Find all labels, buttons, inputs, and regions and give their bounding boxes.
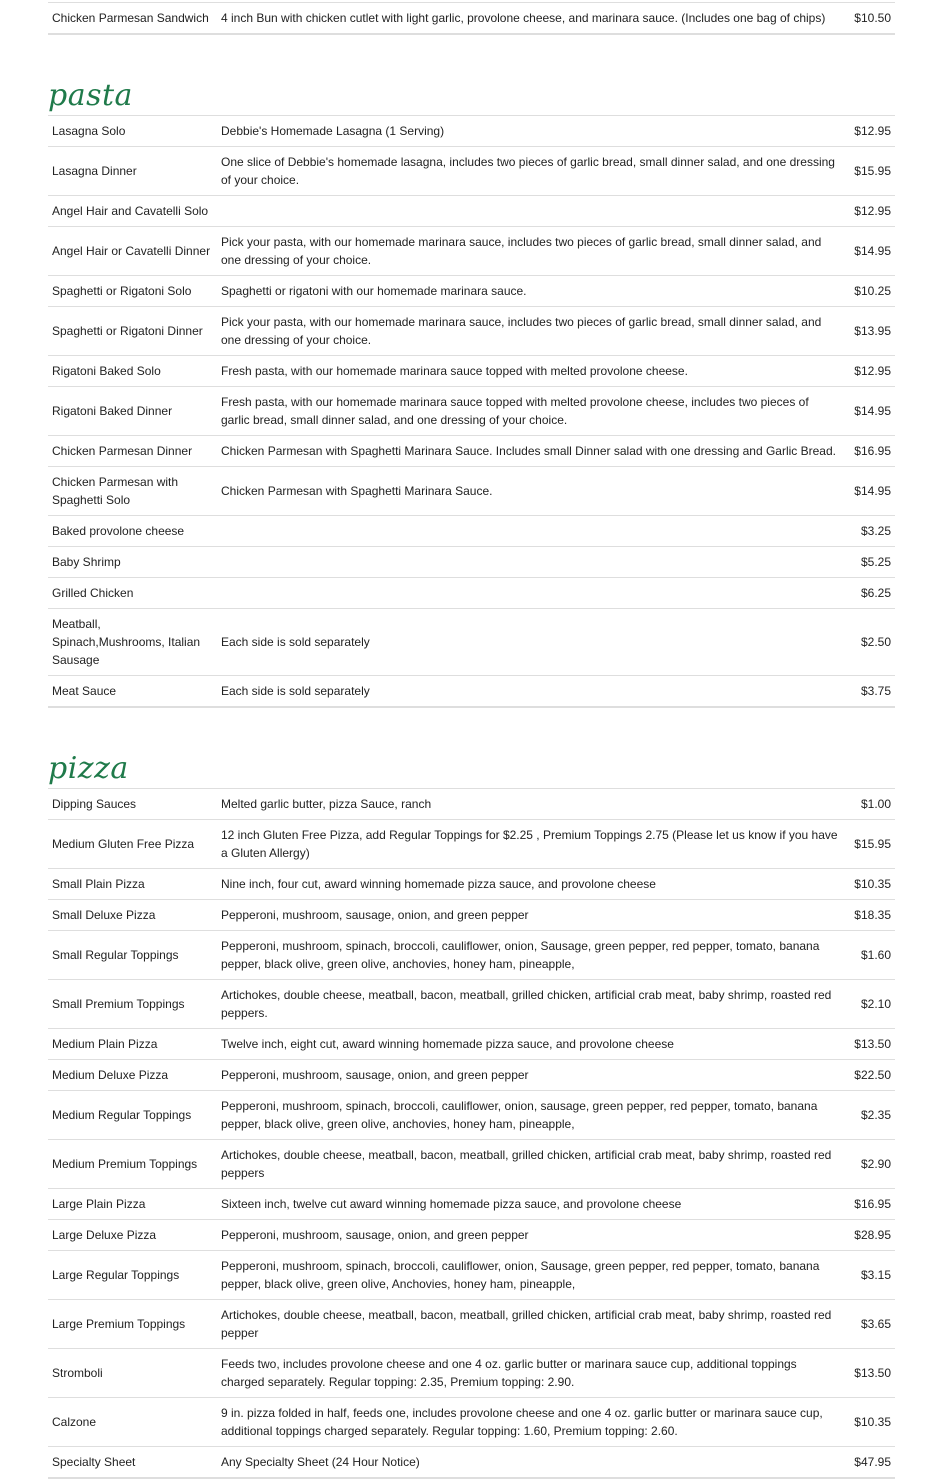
menu-table-pizza — [48, 788, 895, 1479]
menu-item-row — [48, 1189, 895, 1220]
menu-item-row — [48, 1029, 895, 1060]
item-name: Dipping Sauces — [52, 797, 137, 811]
item-name: Chicken Parmesan Sandwich — [52, 11, 209, 25]
item-price: $13.50 — [854, 1366, 891, 1380]
item-name: Small Premium Toppings — [52, 997, 185, 1011]
item-description: Feeds two, includes provolone cheese and one 4 oz. garlic butter or marinara sauce cup, additional toppings charged separately. Regular topping: 2.35, Premium topping: 2.90. — [221, 1357, 797, 1389]
item-description: Debbie's Homemade Lasagna (1 Serving) — [221, 124, 445, 138]
menu-item-row — [48, 869, 895, 900]
item-name: Small Regular Toppings — [52, 948, 179, 962]
item-price: $10.35 — [854, 877, 891, 891]
item-description: Pepperoni, mushroom, sausage, onion, and green pepper — [221, 1228, 529, 1242]
item-price: $12.95 — [854, 364, 891, 378]
item-name: Meatball, Spinach,Mushrooms, Italian Sausage — [52, 617, 201, 667]
menu-item-row — [48, 276, 895, 307]
menu-table-pasta — [48, 115, 895, 708]
item-description: Pepperoni, mushroom, spinach, broccoli, cauliflower, onion, sausage, green pepper, red pepper, tomato, banana pepper, black olive, green olive, anchovies, honey ham, pineapple, — [221, 1099, 818, 1131]
menu-item-row — [48, 1060, 895, 1091]
item-name: Chicken Parmesan with Spaghetti Solo — [52, 475, 179, 507]
item-name: Medium Premium Toppings — [52, 1157, 198, 1171]
menu-item-row — [48, 578, 895, 609]
item-description: Twelve inch, eight cut, award winning homemade pizza sauce, and provolone cheese — [221, 1037, 674, 1051]
item-description: Fresh pasta, with our homemade marinara sauce topped with melted provolone cheese. — [221, 364, 688, 378]
pizza-rows — [48, 789, 895, 1479]
item-description: Pepperoni, mushroom, spinach, broccoli, cauliflower, onion, Sausage, green pepper, red pepper, tomato, banana pepper, black olive, green olive, Anchovies, honey ham, pineapple, — [221, 1259, 820, 1291]
menu-item-row — [48, 789, 895, 820]
item-name: Large Plain Pizza — [52, 1197, 146, 1211]
item-price: $2.50 — [860, 635, 891, 649]
item-price: $3.75 — [860, 684, 891, 698]
menu-item-row — [48, 980, 895, 1029]
item-price: $22.50 — [854, 1068, 891, 1082]
item-name: Large Deluxe Pizza — [52, 1228, 157, 1242]
menu-item-row — [48, 1220, 895, 1251]
item-description: Chicken Parmesan with Spaghetti Marinara Sauce. — [221, 484, 493, 498]
menu-item-row — [48, 227, 895, 276]
menu-item-row — [48, 609, 895, 676]
item-description: Chicken Parmesan with Spaghetti Marinara Sauce. Includes small Dinner salad with one dressing and Garlic Bread. — [221, 444, 836, 458]
item-price: $3.25 — [860, 524, 891, 538]
item-description: Pepperoni, mushroom, sausage, onion, and green pepper — [221, 1068, 529, 1082]
item-price: $2.35 — [860, 1108, 891, 1122]
item-price: $10.50 — [854, 11, 891, 25]
item-description: Artichokes, double cheese, meatball, bacon, meatball, grilled chicken, artificial crab meat, baby shrimp, roasted red peppers — [221, 1148, 832, 1180]
menu-item-row — [48, 1140, 895, 1189]
item-price: $15.95 — [854, 837, 891, 851]
item-price: $13.50 — [854, 1037, 891, 1051]
item-description: Melted garlic butter, pizza Sauce, ranch — [221, 797, 432, 811]
menu-item-row — [48, 547, 895, 578]
item-name: Rigatoni Baked Dinner — [52, 404, 173, 418]
item-description: Pick your pasta, with our homemade marinara sauce, includes two pieces of garlic bread, small dinner salad, and one dressing of your choice. — [221, 315, 822, 347]
menu-item-row — [48, 196, 895, 227]
menu-item-row — [48, 467, 895, 516]
item-name: Large Regular Toppings — [52, 1268, 180, 1282]
item-name: Lasagna Solo — [52, 124, 126, 138]
item-description: Nine inch, four cut, award winning homemade pizza sauce, and provolone cheese — [221, 877, 656, 891]
menu-item-row — [48, 3, 895, 35]
menu-item-row — [48, 387, 895, 436]
item-name: Medium Plain Pizza — [52, 1037, 158, 1051]
item-description — [217, 516, 843, 547]
item-price: $12.95 — [854, 204, 891, 218]
item-description: Each side is sold separately — [221, 684, 370, 698]
item-price: $1.60 — [860, 948, 891, 962]
item-price: $12.95 — [854, 124, 891, 138]
item-price: $10.35 — [854, 1415, 891, 1429]
item-price: $1.00 — [860, 797, 891, 811]
item-description: Artichokes, double cheese, meatball, bacon, meatball, grilled chicken, artificial crab meat, baby shrimp, roasted red pepper — [221, 1308, 832, 1340]
item-description: Fresh pasta, with our homemade marinara sauce topped with melted provolone cheese, includes two pieces of garlic bread, small dinner salad, and one dressing of your choice. — [221, 395, 809, 427]
item-price: $14.95 — [854, 404, 891, 418]
item-name: Small Deluxe Pizza — [52, 908, 156, 922]
item-description: 12 inch Gluten Free Pizza, add Regular Toppings for $2.25 , Premium Toppings 2.75 (Please let us know if you have a Gluten Allergy) — [221, 828, 838, 860]
item-price: $28.95 — [854, 1228, 891, 1242]
section-heading-pasta — [48, 35, 895, 115]
menu-table-sandwiches — [48, 2, 895, 35]
item-price: $13.95 — [854, 324, 891, 338]
item-price: $47.95 — [854, 1455, 891, 1469]
item-name: Baked provolone cheese — [52, 524, 185, 538]
item-name: Specialty Sheet — [52, 1455, 136, 1469]
item-price: $15.95 — [854, 164, 891, 178]
section-heading-pizza — [48, 708, 895, 788]
item-name: Lasagna Dinner — [52, 164, 137, 178]
menu-item-row — [48, 356, 895, 387]
pasta-heading-text: pasta — [48, 78, 133, 113]
menu-item-row — [48, 1349, 895, 1398]
menu-item-row — [48, 1300, 895, 1349]
item-description: Pepperoni, mushroom, sausage, onion, and green pepper — [221, 908, 529, 922]
item-name: Medium Regular Toppings — [52, 1108, 192, 1122]
menu-item-row — [48, 820, 895, 869]
item-name: Angel Hair or Cavatelli Dinner — [52, 244, 211, 258]
item-price: $14.95 — [854, 484, 891, 498]
menu-item-row — [48, 516, 895, 547]
item-description: 9 in. pizza folded in half, feeds one, includes provolone cheese and one 4 oz. garlic butter or marinara sauce cup, additional toppings charged separately. Regular topping: 1.60, Premium topping: 2.60. — [221, 1406, 823, 1438]
item-description: Each side is sold separately — [221, 635, 370, 649]
menu-item-row — [48, 147, 895, 196]
menu-item-row — [48, 676, 895, 708]
item-description: Sixteen inch, twelve cut award winning homemade pizza sauce, and provolone cheese — [221, 1197, 682, 1211]
item-name: Grilled Chicken — [52, 586, 134, 600]
item-name: Medium Deluxe Pizza — [52, 1068, 169, 1082]
item-description: Any Specialty Sheet (24 Hour Notice) — [221, 1455, 420, 1469]
item-price: $10.25 — [854, 284, 891, 298]
item-name: Baby Shrimp — [52, 555, 121, 569]
item-price: $6.25 — [860, 586, 891, 600]
item-name: Angel Hair and Cavatelli Solo — [52, 204, 209, 218]
item-price: $5.25 — [860, 555, 891, 569]
item-description: Spaghetti or rigatoni with our homemade marinara sauce. — [221, 284, 527, 298]
item-name: Calzone — [52, 1415, 97, 1429]
item-name: Small Plain Pizza — [52, 877, 145, 891]
menu-page — [48, 2, 895, 1479]
item-name: Rigatoni Baked Solo — [52, 364, 161, 378]
item-price: $3.65 — [860, 1317, 891, 1331]
item-description: Artichokes, double cheese, meatball, bacon, meatball, grilled chicken, artificial crab meat, baby shrimp, roasted red peppers. — [221, 988, 832, 1020]
pasta-rows — [48, 116, 895, 708]
item-price: $2.10 — [860, 997, 891, 1011]
item-price: $14.95 — [854, 244, 891, 258]
item-description — [217, 547, 843, 578]
item-name: Spaghetti or Rigatoni Solo — [52, 284, 192, 298]
menu-item-row — [48, 931, 895, 980]
item-name: Meat Sauce — [52, 684, 117, 698]
menu-item-row — [48, 1447, 895, 1479]
menu-item-row — [48, 436, 895, 467]
item-price: $16.95 — [854, 1197, 891, 1211]
item-name: Chicken Parmesan Dinner — [52, 444, 193, 458]
pizza-heading-text: pizza — [48, 751, 129, 786]
item-price: $18.35 — [854, 908, 891, 922]
menu-item-row — [48, 1398, 895, 1447]
item-description — [217, 578, 843, 609]
item-price: $16.95 — [854, 444, 891, 458]
item-name: Stromboli — [52, 1366, 103, 1380]
item-description: One slice of Debbie's homemade lasagna, includes two pieces of garlic bread, small dinner salad, and one dressing of your choice. — [221, 155, 835, 187]
item-description — [217, 196, 843, 227]
item-name: Medium Gluten Free Pizza — [52, 837, 195, 851]
item-price: $2.90 — [860, 1157, 891, 1171]
item-description: Pick your pasta, with our homemade marinara sauce, includes two pieces of garlic bread, small dinner salad, and one dressing of your choice. — [221, 235, 822, 267]
menu-item-row — [48, 900, 895, 931]
menu-item-row — [48, 116, 895, 147]
item-name: Spaghetti or Rigatoni Dinner — [52, 324, 203, 338]
item-name: Large Premium Toppings — [52, 1317, 186, 1331]
item-description: Pepperoni, mushroom, spinach, broccoli, cauliflower, onion, Sausage, green pepper, red pepper, tomato, banana pepper, black olive, green olive, anchovies, honey ham, pineapple, — [221, 939, 820, 971]
menu-item-row — [48, 307, 895, 356]
sandwich-rows — [48, 3, 895, 35]
menu-item-row — [48, 1091, 895, 1140]
menu-item-row — [48, 1251, 895, 1300]
item-price: $3.15 — [860, 1268, 891, 1282]
item-description: 4 inch Bun with chicken cutlet with light garlic, provolone cheese, and marinara sauce. (Includes one bag of chips) — [221, 11, 826, 25]
